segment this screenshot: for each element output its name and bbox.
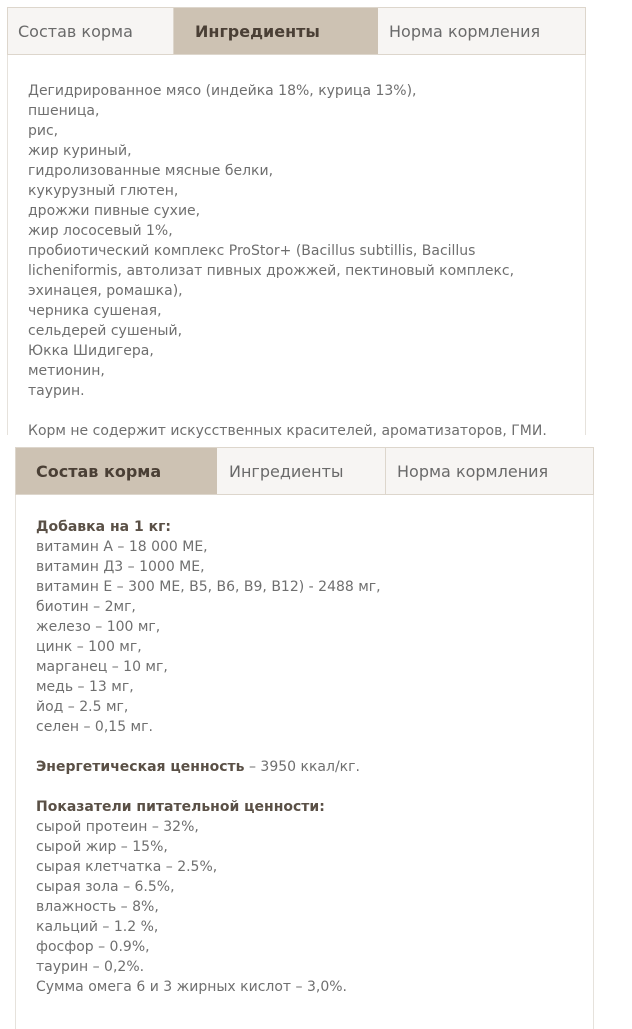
ingredient-line: пшеница,	[28, 103, 100, 119]
ingredient-line: гидролизованные мясные белки,	[28, 163, 274, 179]
additive-line: витамин Д3 – 1000 МЕ,	[36, 559, 205, 575]
nutrition-line: кальций – 1.2 %,	[36, 919, 159, 935]
ingredient-line: жир куриный,	[28, 143, 132, 159]
ingredient-line: эхинацея, ромашка),	[28, 283, 183, 299]
energy-label: Энергетическая ценность	[36, 759, 245, 775]
nutrition-line: фосфор – 0.9%,	[36, 939, 150, 955]
additive-line: витамин А – 18 000 МЕ,	[36, 539, 208, 555]
additive-heading: Добавка на 1 кг:	[36, 519, 172, 535]
nutrition-line: сырой протеин – 32%,	[36, 819, 199, 835]
ingredient-line: сельдерей сушеный,	[28, 323, 183, 339]
ingredient-line: дрожжи пивные сухие,	[28, 203, 201, 219]
ingredient-line: licheniformis, автолизат пивных дрожжей, пектиновый комплекс,	[28, 263, 515, 279]
energy-amount: – 3950 ккал/кг.	[244, 759, 360, 775]
ingredient-line: жир лососевый 1%,	[28, 223, 173, 239]
ingredient-line: пробиотический комплекс ProStor+ (Bacillus subtillis, Bacillus	[28, 243, 476, 259]
tab-ingredients[interactable]: Ингредиенты	[174, 8, 378, 54]
additive-line: биотин – 2мг,	[36, 599, 136, 615]
tab-ingredients[interactable]: Ингредиенты	[217, 448, 386, 494]
composition-panel	[15, 447, 594, 1027]
ingredient-line: Юкка Шидигера,	[28, 343, 154, 359]
additive-line: медь – 13 мг,	[36, 679, 134, 695]
additive-line: железо – 100 мг,	[36, 619, 161, 635]
tab-composition[interactable]: Состав корма	[16, 448, 217, 494]
nutrition-line: таурин – 0,2%.	[36, 959, 145, 975]
ingredient-line: Дегидрированное мясо (индейка 18%, курица 13%),	[28, 83, 417, 99]
additive-line: селен – 0,15 мг.	[36, 719, 153, 735]
tab-composition[interactable]: Состав корма	[8, 8, 174, 54]
additive-line: марганец – 10 мг,	[36, 659, 168, 675]
tab-feeding-norm[interactable]: Норма кормления	[386, 448, 593, 494]
additive-line: цинк – 100 мг,	[36, 639, 142, 655]
tab-bar	[7, 7, 586, 55]
additive-line: витамин Е – 300 МЕ, В5, В6, В9, В12) - 2488 мг,	[36, 579, 381, 595]
ingredients-panel	[7, 7, 586, 439]
nutrition-line: сырой жир – 15%,	[36, 839, 168, 855]
nutrition-line: Сумма омега 6 и 3 жирных кислот – 3,0%.	[36, 979, 347, 995]
nutrition-line: сырая клетчатка – 2.5%,	[36, 859, 218, 875]
ingredient-line: метионин,	[28, 363, 105, 379]
tab-feeding-norm[interactable]: Норма кормления	[378, 8, 585, 54]
ingredient-line: рис,	[28, 123, 59, 139]
nutrition-line: влажность – 8%,	[36, 899, 159, 915]
nutrition-line: сырая зола – 6.5%,	[36, 879, 175, 895]
ingredients-content	[7, 55, 586, 439]
energy-value	[36, 757, 573, 777]
tab-bar	[15, 447, 594, 495]
ingredient-line: кукурузный глютен,	[28, 183, 179, 199]
ingredients-note: Корм не содержит искусственных красителей, ароматизаторов, ГМИ.	[28, 423, 547, 439]
additive-line: йод – 2.5 мг,	[36, 699, 129, 715]
nutrition-heading: Показатели питательной ценности:	[36, 799, 325, 815]
composition-content	[15, 495, 594, 1029]
ingredient-line: черника сушеная,	[28, 303, 162, 319]
ingredient-line: таурин.	[28, 383, 85, 399]
